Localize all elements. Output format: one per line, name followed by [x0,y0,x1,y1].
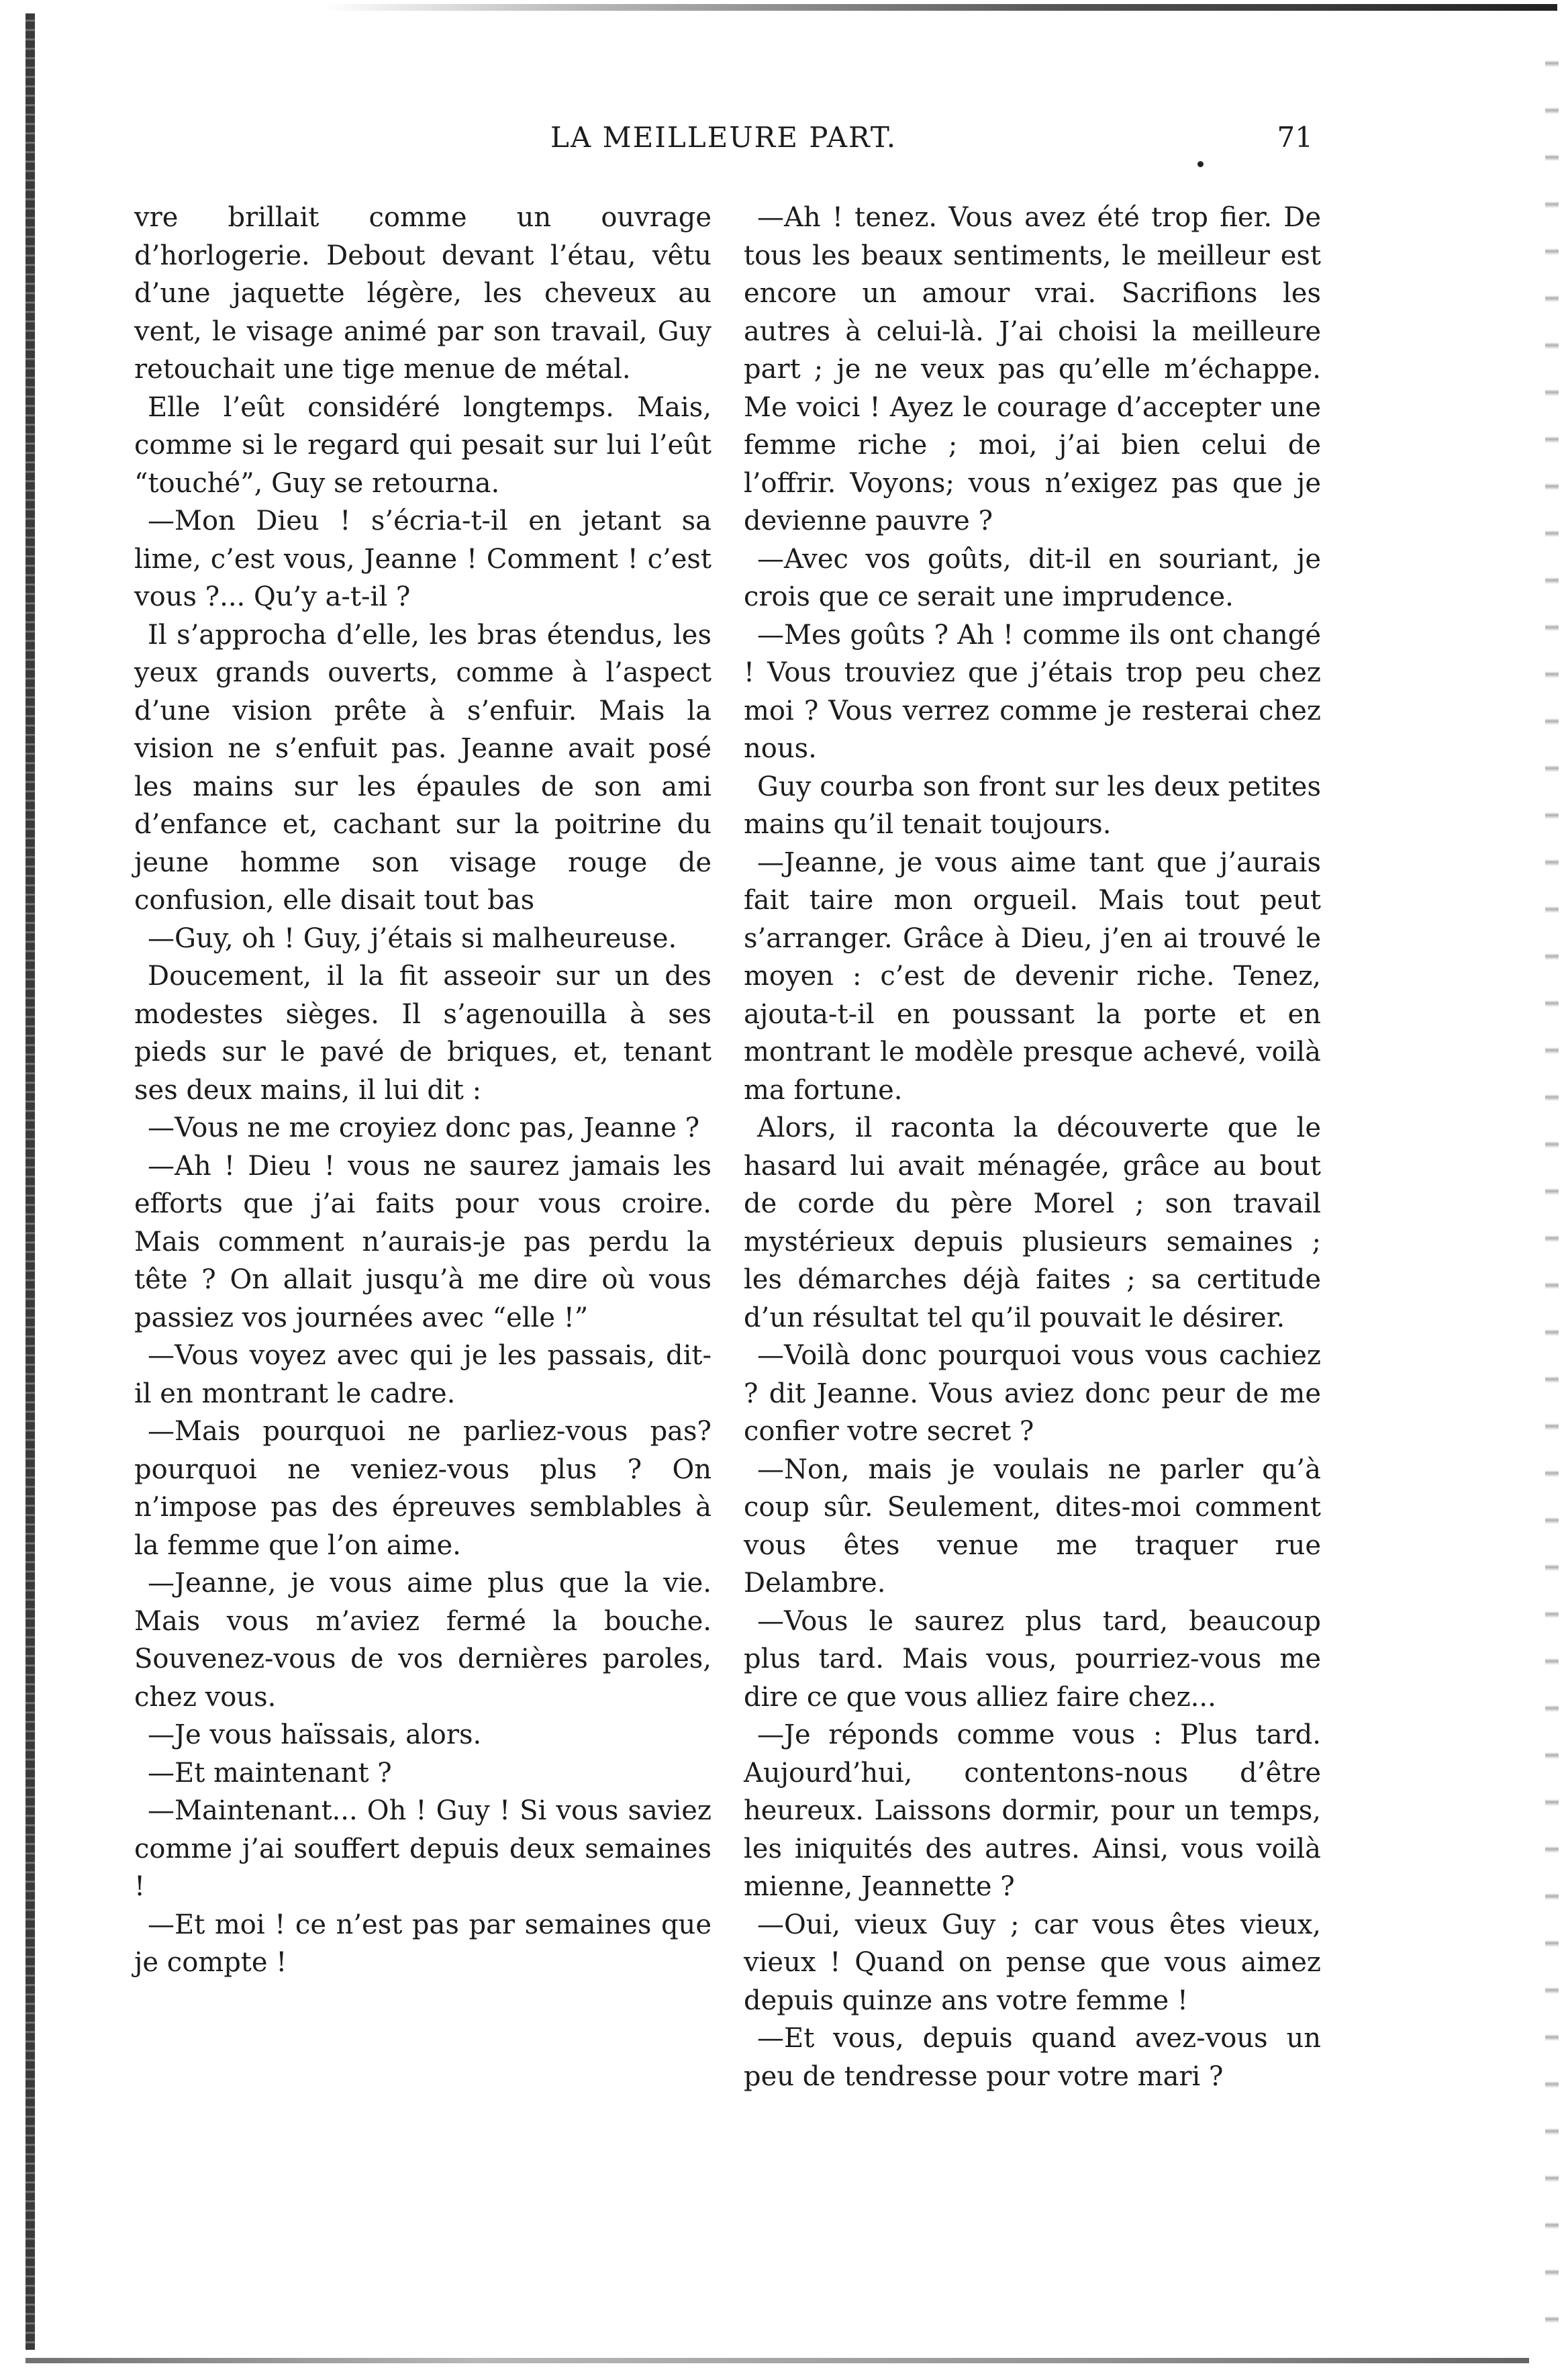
ink-speck [1197,161,1204,167]
scan-right-edge [1545,20,1559,2357]
paragraph: —Maintenant... Oh ! Guy ! Si vous saviez comme j’ai souffert depuis deux semaines ! [134,1795,712,1902]
running-title: LA MEILLEURE PART. [550,121,897,154]
paragraph: —Vous ne me croyiez donc pas, Jeanne ? [148,1112,700,1143]
paragraph: —Avec vos goûts, dit-il en souriant, je crois que ce serait une imprudence. [744,543,1321,612]
paragraph: Guy courba son front sur les deux petites mains qu’il tenait toujours. [744,771,1321,840]
paragraph: —Mon Dieu ! s’écria-t-il en jetant sa lime, c’est vous, Jeanne ! Comment ! c’est vous ?... Qu’y a-t-il ? [134,506,712,612]
paragraph: —Oui, vieux Guy ; car vous êtes vieux, vieux ! Quand on pense que vous aimez depuis quinze ans votre femme ! [744,1909,1321,2016]
paragraph: Doucement, il la fit asseoir sur un des modestes sièges. Il s’agenouilla à ses pieds sur le pavé de briques, et, tenant ses deux mains, il lui dit : [134,961,712,1106]
paragraph: —Non, mais je voulais ne parler qu’à coup sûr. Seulement, dites-moi comment vous êtes venue me traquer rue Delambre. [744,1454,1321,1599]
paragraph: Elle l’eût considéré longtemps. Mais, comme si le regard qui pesait sur lui l’eût “touché”, Guy se retourna. [134,391,712,499]
paragraph: vre brillait comme un ouvrage d’horlogerie. Debout devant l’étau, vêtu d’une jaquette légère, les cheveux au vent, le visage animé par son travail, Guy retouchait une tige menue de métal. [134,202,712,385]
paragraph: Il s’approcha d’elle, les bras étendus, les yeux grands ouverts, comme à l’aspect d’une vision prête à s’enfuir. Mais la vision ne s’enfuit pas. Jeanne avait posé les mains sur les épaules de son ami d’enfance et, cachant sur la poitrine du jeune homme son visage rouge de confusion, elle disait tout bas [134,619,712,916]
paragraph: —Jeanne, je vous aime plus que la vie. Mais vous m’aviez fermé la bouche. Souvenez-vous de vos dernières paroles, chez vous. [134,1568,712,1713]
paragraph: —Vous le saurez plus tard, beaucoup plus tard. Mais vous, pourriez-vous me dire ce que vous alliez faire chez... [744,1605,1321,1713]
paragraph: —Ah ! tenez. Vous avez été trop fier. De tous les beaux sentiments, le meilleur est encore un amour vrai. Sacrifions les autres à celui-là. J’ai choisi la meilleure part ; je ne veux pas qu’elle m’échappe. Me voici ! Ayez le courage d’accepter une femme riche ; moi, j’ai bien celui de l’offrir. Voyons; vous n’exigez pas que je devienne pauvre ? [744,202,1321,536]
book-binding-edge [26,13,35,2350]
page-number: 71 [1277,121,1313,154]
paragraph: —Ah ! Dieu ! vous ne saurez jamais les efforts que j’ai faits pour vous croire. Mais comment n’aurais-je pas perdu la tête ? On allait jusqu’à me dire où vous passiez vos journées avec “elle !” [134,1150,712,1333]
right-text-column [744,199,1321,2095]
scan-bottom-edge [26,2358,1529,2363]
paragraph: —Voilà donc pourquoi vous vous cachiez ? dit Jeanne. Vous aviez donc peur de me confier votre secret ? [744,1340,1321,1447]
paragraph: —Je réponds comme vous : Plus tard. Aujourd’hui, contentons-nous d’être heureux. Laissons dormir, pour un temps, les iniquités des autres. Ainsi, vous voilà mienne, Jeannette ? [744,1719,1321,1902]
paragraph: —Je vous haïssais, alors. [148,1719,482,1750]
paragraph: —Et moi ! ce n’est pas par semaines que je compte ! [134,1909,712,1978]
paragraph: —Guy, oh ! Guy, j’étais si malheureuse. [148,922,677,954]
scan-top-edge [322,4,1557,11]
left-text-column [134,199,712,1982]
paragraph: —Mais pourquoi ne parliez-vous pas? pourquoi ne veniez-vous plus ? On n’impose pas des épreuves semblables à la femme que l’on aime. [134,1416,712,1561]
paragraph: Alors, il raconta la découverte que le hasard lui avait ménagée, grâce au bout de corde du père Morel ; son travail mystérieux depuis plusieurs semaines ; les démarches déjà faites ; sa certitude d’un résultat tel qu’il pouvait le désirer. [744,1112,1321,1333]
paragraph: —Et vous, depuis quand avez-vous un peu de tendresse pour votre mari ? [744,2023,1321,2092]
paragraph: —Vous voyez avec qui je les passais, dit-il en montrant le cadre. [134,1340,712,1409]
paragraph: —Jeanne, je vous aime tant que j’aurais fait taire mon orgueil. Mais tout peut s’arranger. Grâce à Dieu, j’en ai trouvé le moyen : c’est de devenir riche. Tenez, ajouta-t-il en poussant la porte et en montrant le modèle presque achevé, voilà ma fortune. [744,847,1321,1106]
paragraph: —Et maintenant ? [148,1757,392,1789]
paragraph: —Mes goûts ? Ah ! comme ils ont changé ! Vous trouviez que j’étais trop peu chez moi ? Vous verrez comme je resterai chez nous. [744,619,1321,764]
